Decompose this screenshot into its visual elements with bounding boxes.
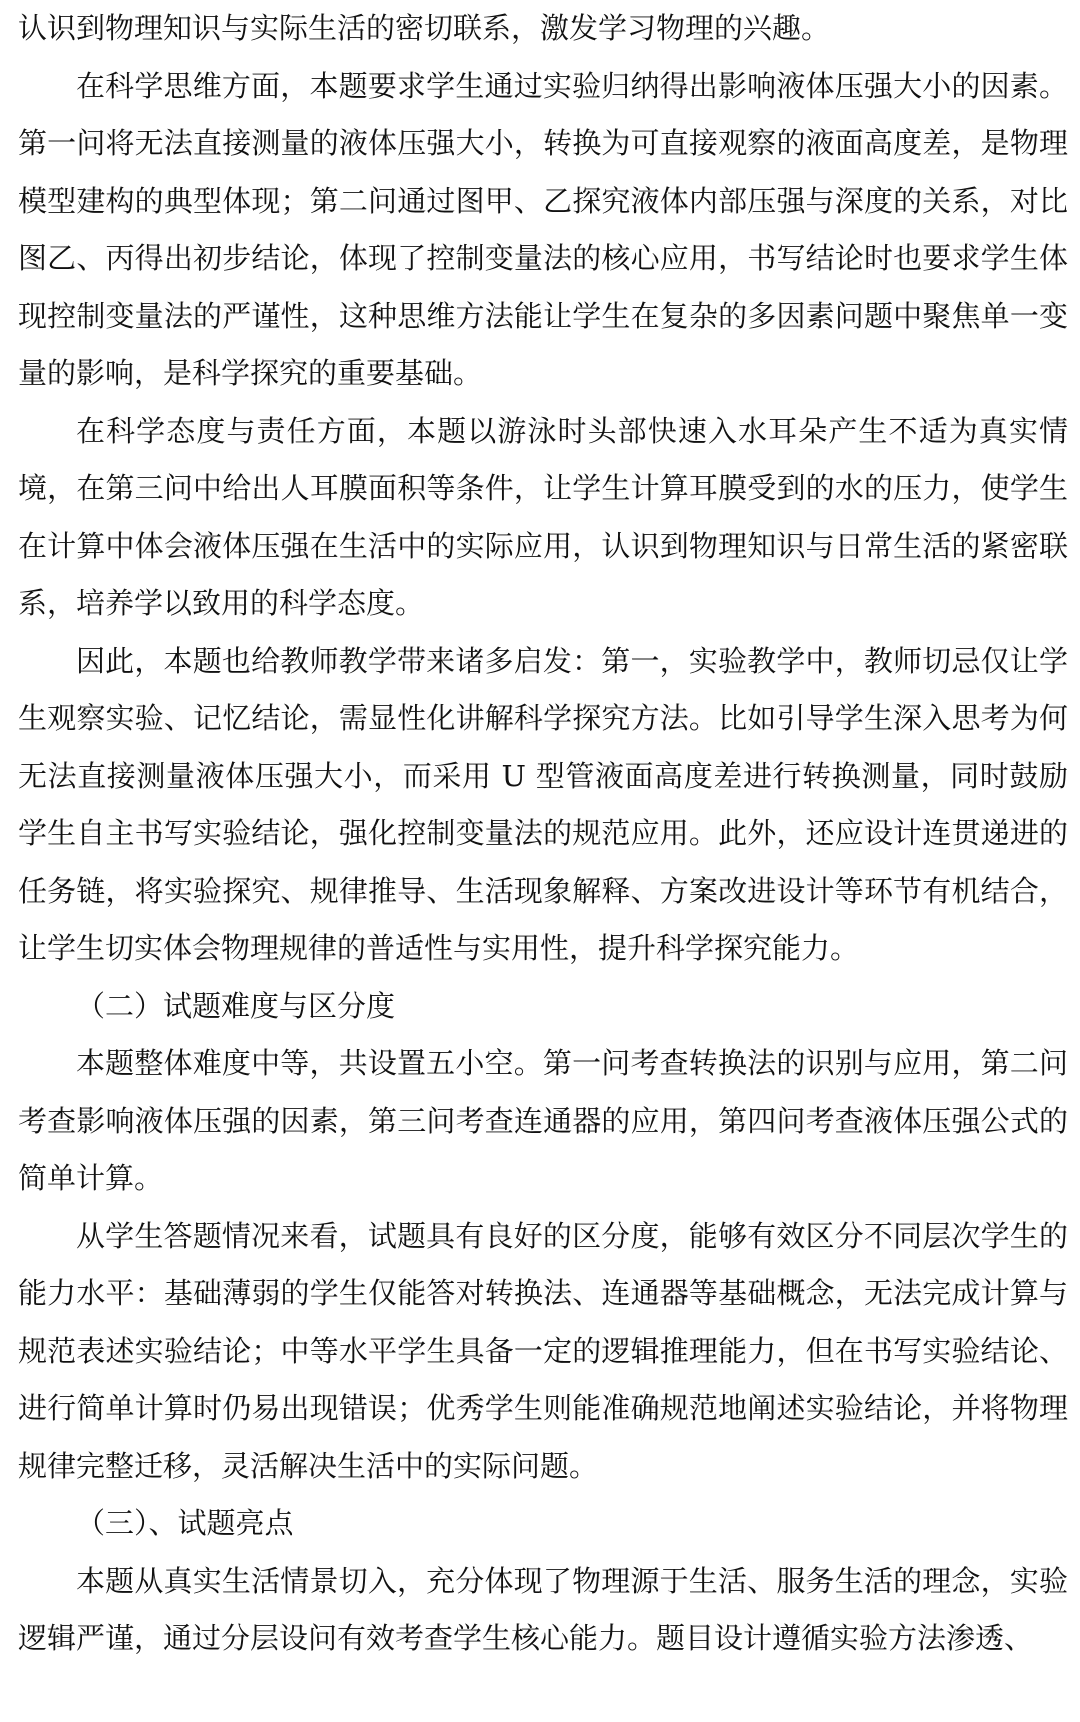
paragraph-discrimination: 从学生答题情况来看，试题具有良好的区分度，能够有效区分不同层次学生的能力水平：基础薄弱的学生仅能答对转换法、连通器等基础概念，无法完成计算与规范表述实验结论；中等水平学生具备一定的逻辑推理能力，但在书写实验结论、进行简单计算时仍易出现错误；优秀学生则能准确规范地阐述实验结论，并将物理规律完整迁移，灵活解决生活中的实际问题。 xyxy=(18,1218,1068,1483)
section-heading-highlights: （三）、试题亮点 xyxy=(76,1506,294,1540)
paragraph-scientific-attitude: 在科学态度与责任方面，本题以游泳时头部快速入水耳朵产生不适为真实情境，在第三问中给出人耳膜面积等条件，让学生计算耳膜受到的水的压力，使学生在计算中体会液体压强在生活中的实际应用，认识到物理知识与日常生活的紧密联系，培养学以致用的科学态度。 xyxy=(18,413,1068,620)
paragraph-continuation: 认识到物理知识与实际生活的密切联系，激发学习物理的兴趣。 xyxy=(18,11,831,45)
paragraph-difficulty: 本题整体难度中等，共设置五小空。第一问考查转换法的识别与应用，第二问考查影响液体压强的因素，第三问考查连通器的应用，第四问考查液体压强公式的简单计算。 xyxy=(18,1046,1068,1195)
paragraph-teaching-insights: 因此，本题也给教师教学带来诸多启发：第一，实验教学中，教师切忌仅让学生观察实验、记忆结论，需显性化讲解科学探究方法。比如引导学生深入思考为何无法直接测量液体压强大小，而采用 U 型管液面高度差进行转换测量，同时鼓励学生自主书写实验结论，强化控制变量法的规范应用。此外，还应设计连贯递进的任务链，将实验探究、规律推导、生活现象解释、方案改进设计等环节有机结合，让学生切实体会物理规律的普适性与实用性，提升科学探究能力。 xyxy=(18,643,1068,965)
paragraph-scientific-thinking: 在科学思维方面，本题要求学生通过实验归纳得出影响液体压强大小的因素。第一问将无法直接测量的液体压强大小，转换为可直接观察的液面高度差，是物理模型建构的典型体现；第二问通过图甲、乙探究液体内部压强与深度的关系，对比图乙、丙得出初步结论，体现了控制变量法的核心应用，书写结论时也要求学生体现控制变量法的严谨性，这种思维方法能让学生在复杂的多因素问题中聚焦单一变量的影响，是科学探究的重要基础。 xyxy=(18,68,1068,390)
paragraph-highlights: 本题从真实生活情景切入，充分体现了物理源于生活、服务生活的理念，实验逻辑严谨，通过分层设问有效考查学生核心能力。题目设计遵循实验方法渗透、 xyxy=(18,1563,1068,1655)
section-heading-difficulty: （二）试题难度与区分度 xyxy=(76,988,396,1023)
